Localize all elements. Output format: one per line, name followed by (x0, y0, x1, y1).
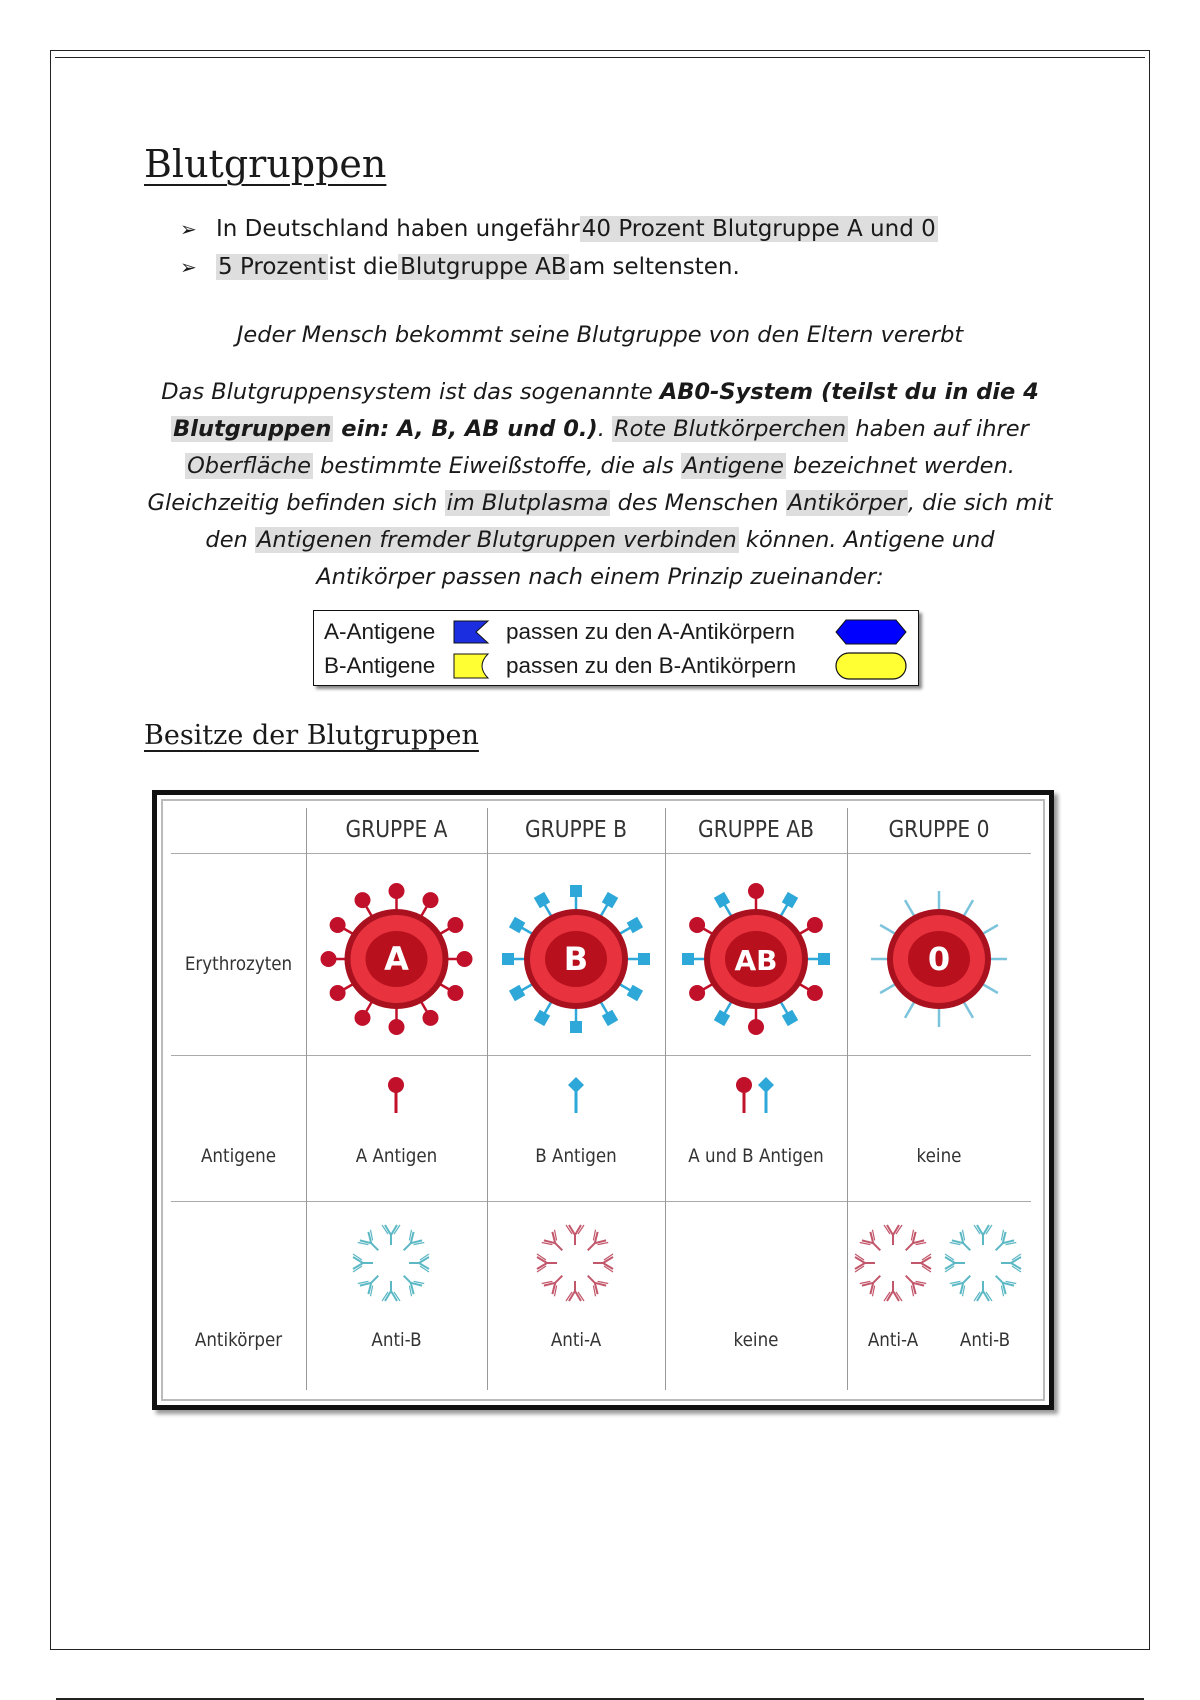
a-antigen-dot (447, 917, 463, 933)
erythrocyte-ab-icon (665, 855, 847, 1055)
antigen-stalk (963, 1001, 973, 1018)
b-antigen-square (509, 985, 525, 1001)
antibody-y (566, 1281, 584, 1301)
antibody-y (945, 1254, 965, 1272)
bullet-text: In Deutschland haben ungefähr (216, 216, 580, 242)
b-antigen-square (627, 985, 643, 1001)
antibody-y (581, 1269, 608, 1296)
para-text: Antikörper passen nach einem Prinzip zueinander: (316, 564, 884, 590)
header-gruppe-0: GRUPPE 0 (888, 817, 990, 843)
antibody-label: Anti-A (550, 1329, 602, 1351)
antibody-y (382, 1281, 400, 1301)
a-antigen-icon (452, 618, 492, 646)
antibody-y (950, 1269, 977, 1296)
b-antigen-square (682, 953, 694, 965)
legend-row-a (324, 616, 908, 648)
b-antigen-square (534, 892, 550, 908)
ab-antigen-pins-icon (726, 1073, 786, 1117)
antigen-label-ab: A und B Antigen (688, 1145, 824, 1167)
legend-text: passen zu den B-Antikörpern (506, 653, 797, 678)
a-antigen-dot (457, 951, 473, 967)
legend-label: B-Antigene (324, 653, 436, 678)
a-antigen-dot (748, 883, 764, 899)
antibody-y (581, 1230, 608, 1257)
bullet-text: am seltensten. (568, 254, 740, 280)
b-antigen-square (502, 953, 514, 965)
antibody-label: Anti-A (867, 1329, 919, 1351)
row-label-antikoerper: Antikörper (194, 1329, 283, 1351)
b-antibody-icon (834, 651, 908, 681)
a-antigen-dot (330, 917, 346, 933)
antibody-y (989, 1230, 1016, 1257)
row-label-antigene: Antigene (200, 1145, 277, 1167)
a-antigen-pin-icon (376, 1073, 416, 1117)
antibody-y (855, 1254, 875, 1272)
a-antigen-dot (355, 892, 371, 908)
antibody-y (397, 1230, 424, 1257)
para-text: den (205, 527, 255, 553)
legend-text: passen zu den A-Antikörpern (506, 619, 795, 644)
antibody-y (950, 1230, 977, 1257)
erythrocyte-0-icon (847, 855, 1031, 1055)
antibody-y (899, 1230, 926, 1257)
anti-a-antibody-icon (530, 1218, 620, 1308)
b-antigen-square (782, 892, 798, 908)
para-bold: ein: A, B, AB und 0.) (333, 416, 598, 442)
para-text: bezeichnet werden. (785, 453, 1015, 479)
antibody-y (542, 1269, 569, 1296)
antibody-label: keine (733, 1329, 779, 1351)
para-text: des Menschen (610, 490, 786, 516)
para-text: Gleichzeitig befinden sich (147, 490, 445, 516)
cell-letter: A (384, 940, 409, 978)
cell-letter: AB (734, 944, 778, 977)
antibody-y (974, 1225, 992, 1245)
a-antigen-dot (423, 1010, 439, 1026)
antibody-y (899, 1269, 926, 1296)
para-bold-highlight: Blutgruppen (173, 416, 332, 442)
erythrocyte-b-icon (487, 855, 665, 1055)
a-antigen-dot (689, 917, 705, 933)
cell-letter: 0 (927, 940, 951, 978)
bullet-item (180, 210, 938, 248)
anti-a-antibody-icon (848, 1218, 938, 1308)
a-antigen-dot (330, 985, 346, 1001)
arrow-bullet-icon: ➢ (180, 255, 197, 279)
erythrocyte-a-icon (306, 855, 487, 1055)
b-antigen-square (638, 953, 650, 965)
antigen-stalk (963, 900, 973, 917)
antibody-y (353, 1254, 373, 1272)
a-antigen-dot (389, 1019, 405, 1035)
para-highlight: Antigene (682, 453, 784, 479)
table-rule (171, 1201, 1031, 1202)
antibody-y (884, 1281, 902, 1301)
page-title: Blutgruppen (144, 142, 387, 186)
para-highlight: Antikörper (787, 490, 906, 516)
header-gruppe-a: GRUPPE A (345, 817, 448, 843)
para-highlight: Rote Blutkörperchen (614, 416, 847, 442)
antibody-label: Anti-B (959, 1329, 1011, 1351)
a-antigen-dot (389, 883, 405, 899)
para-highlight: im Blutplasma (446, 490, 609, 516)
antibody-y (397, 1269, 424, 1296)
antibody-y (566, 1225, 584, 1245)
para-bold: AB0-System (teilst du in die 4 (659, 379, 1039, 405)
b-antigen-square (570, 1021, 582, 1033)
antigen-label-0: keine (916, 1145, 962, 1167)
antigen-stalk (905, 1001, 915, 1018)
antigen-label-b: B Antigen (535, 1145, 617, 1167)
explanation-paragraph (140, 374, 1060, 596)
top-divider (55, 57, 1145, 58)
b-antigen-square (714, 1010, 730, 1026)
antibody-y (358, 1230, 385, 1257)
antibody-y (542, 1230, 569, 1257)
para-highlight: Antigenen fremder Blutgruppen verbinden (256, 527, 737, 553)
antibody-y (358, 1269, 385, 1296)
b-antigen-icon (452, 652, 492, 680)
b-antigen-pin-icon (556, 1073, 596, 1117)
antibody-y (382, 1225, 400, 1245)
b-antigen-square (714, 892, 730, 908)
bullet-item (180, 248, 938, 286)
antibody-y (884, 1225, 902, 1245)
highlight: 40 Prozent Blutgruppe A und 0 (581, 216, 936, 242)
anti-b-antibody-icon (346, 1218, 436, 1308)
legend-label: A-Antigene (324, 619, 436, 644)
bullet-list (180, 210, 938, 286)
antibody-y (860, 1269, 887, 1296)
intro-sentence: Jeder Mensch bekommt seine Blutgruppe von den Eltern vererbt (236, 322, 964, 348)
highlight: 5 Prozent (218, 254, 327, 280)
a-antigen-dot (748, 1019, 764, 1035)
anti-b-antibody-icon (938, 1218, 1028, 1308)
highlight: Blutgruppe AB (400, 254, 567, 280)
b-antigen-square (602, 1010, 618, 1026)
bullet-text: ist die (328, 254, 399, 280)
antibody-y (989, 1269, 1016, 1296)
para-highlight: Oberfläche (187, 453, 311, 479)
para-text: Das Blutgruppensystem ist das sogenannte (161, 379, 660, 405)
antibody-y (537, 1254, 557, 1272)
b-antigen-square (534, 1010, 550, 1026)
antibody-y (409, 1254, 429, 1272)
para-text: , die sich mit (907, 490, 1053, 516)
antibody-y (1001, 1254, 1021, 1272)
antibody-label: Anti-B (371, 1329, 422, 1351)
b-antigen-square (570, 885, 582, 897)
a-antigen-dot (447, 985, 463, 1001)
table-rule (171, 1055, 1031, 1056)
a-antibody-icon (834, 618, 908, 646)
antibody-y (860, 1230, 887, 1257)
b-antigen-square (782, 1010, 798, 1026)
antigen-legend (313, 610, 919, 686)
table-rule (171, 853, 1031, 854)
a-antigen-dot (355, 1010, 371, 1026)
arrow-bullet-icon: ➢ (180, 217, 197, 241)
antibody-y (911, 1254, 931, 1272)
cell-letter: B (563, 940, 589, 978)
row-label-erythrozyten: Erythrozyten (184, 953, 293, 975)
para-text: bestimmte Eiweißstoffe, die als (312, 453, 681, 479)
antibody-y (974, 1281, 992, 1301)
b-antigen-square (627, 917, 643, 933)
a-antigen-dot (689, 985, 705, 1001)
a-antigen-dot (423, 892, 439, 908)
header-gruppe-ab: GRUPPE AB (698, 817, 814, 843)
legend-row-b (324, 650, 908, 682)
a-antigen-dot (807, 985, 823, 1001)
section-subtitle: Besitze der Blutgruppen (144, 720, 479, 751)
para-text: können. Antigene und (738, 527, 995, 553)
b-antigen-square (602, 892, 618, 908)
antigen-stalk (905, 900, 915, 917)
b-antigen-square (509, 917, 525, 933)
header-gruppe-b: GRUPPE B (524, 817, 628, 843)
antigen-label-a: A Antigen (355, 1145, 438, 1167)
para-text: . (597, 416, 613, 442)
a-antigen-dot (807, 917, 823, 933)
b-antigen-square (818, 953, 830, 965)
antibody-y (593, 1254, 613, 1272)
a-antigen-dot (321, 951, 337, 967)
para-text: haben auf ihrer (848, 416, 1029, 442)
